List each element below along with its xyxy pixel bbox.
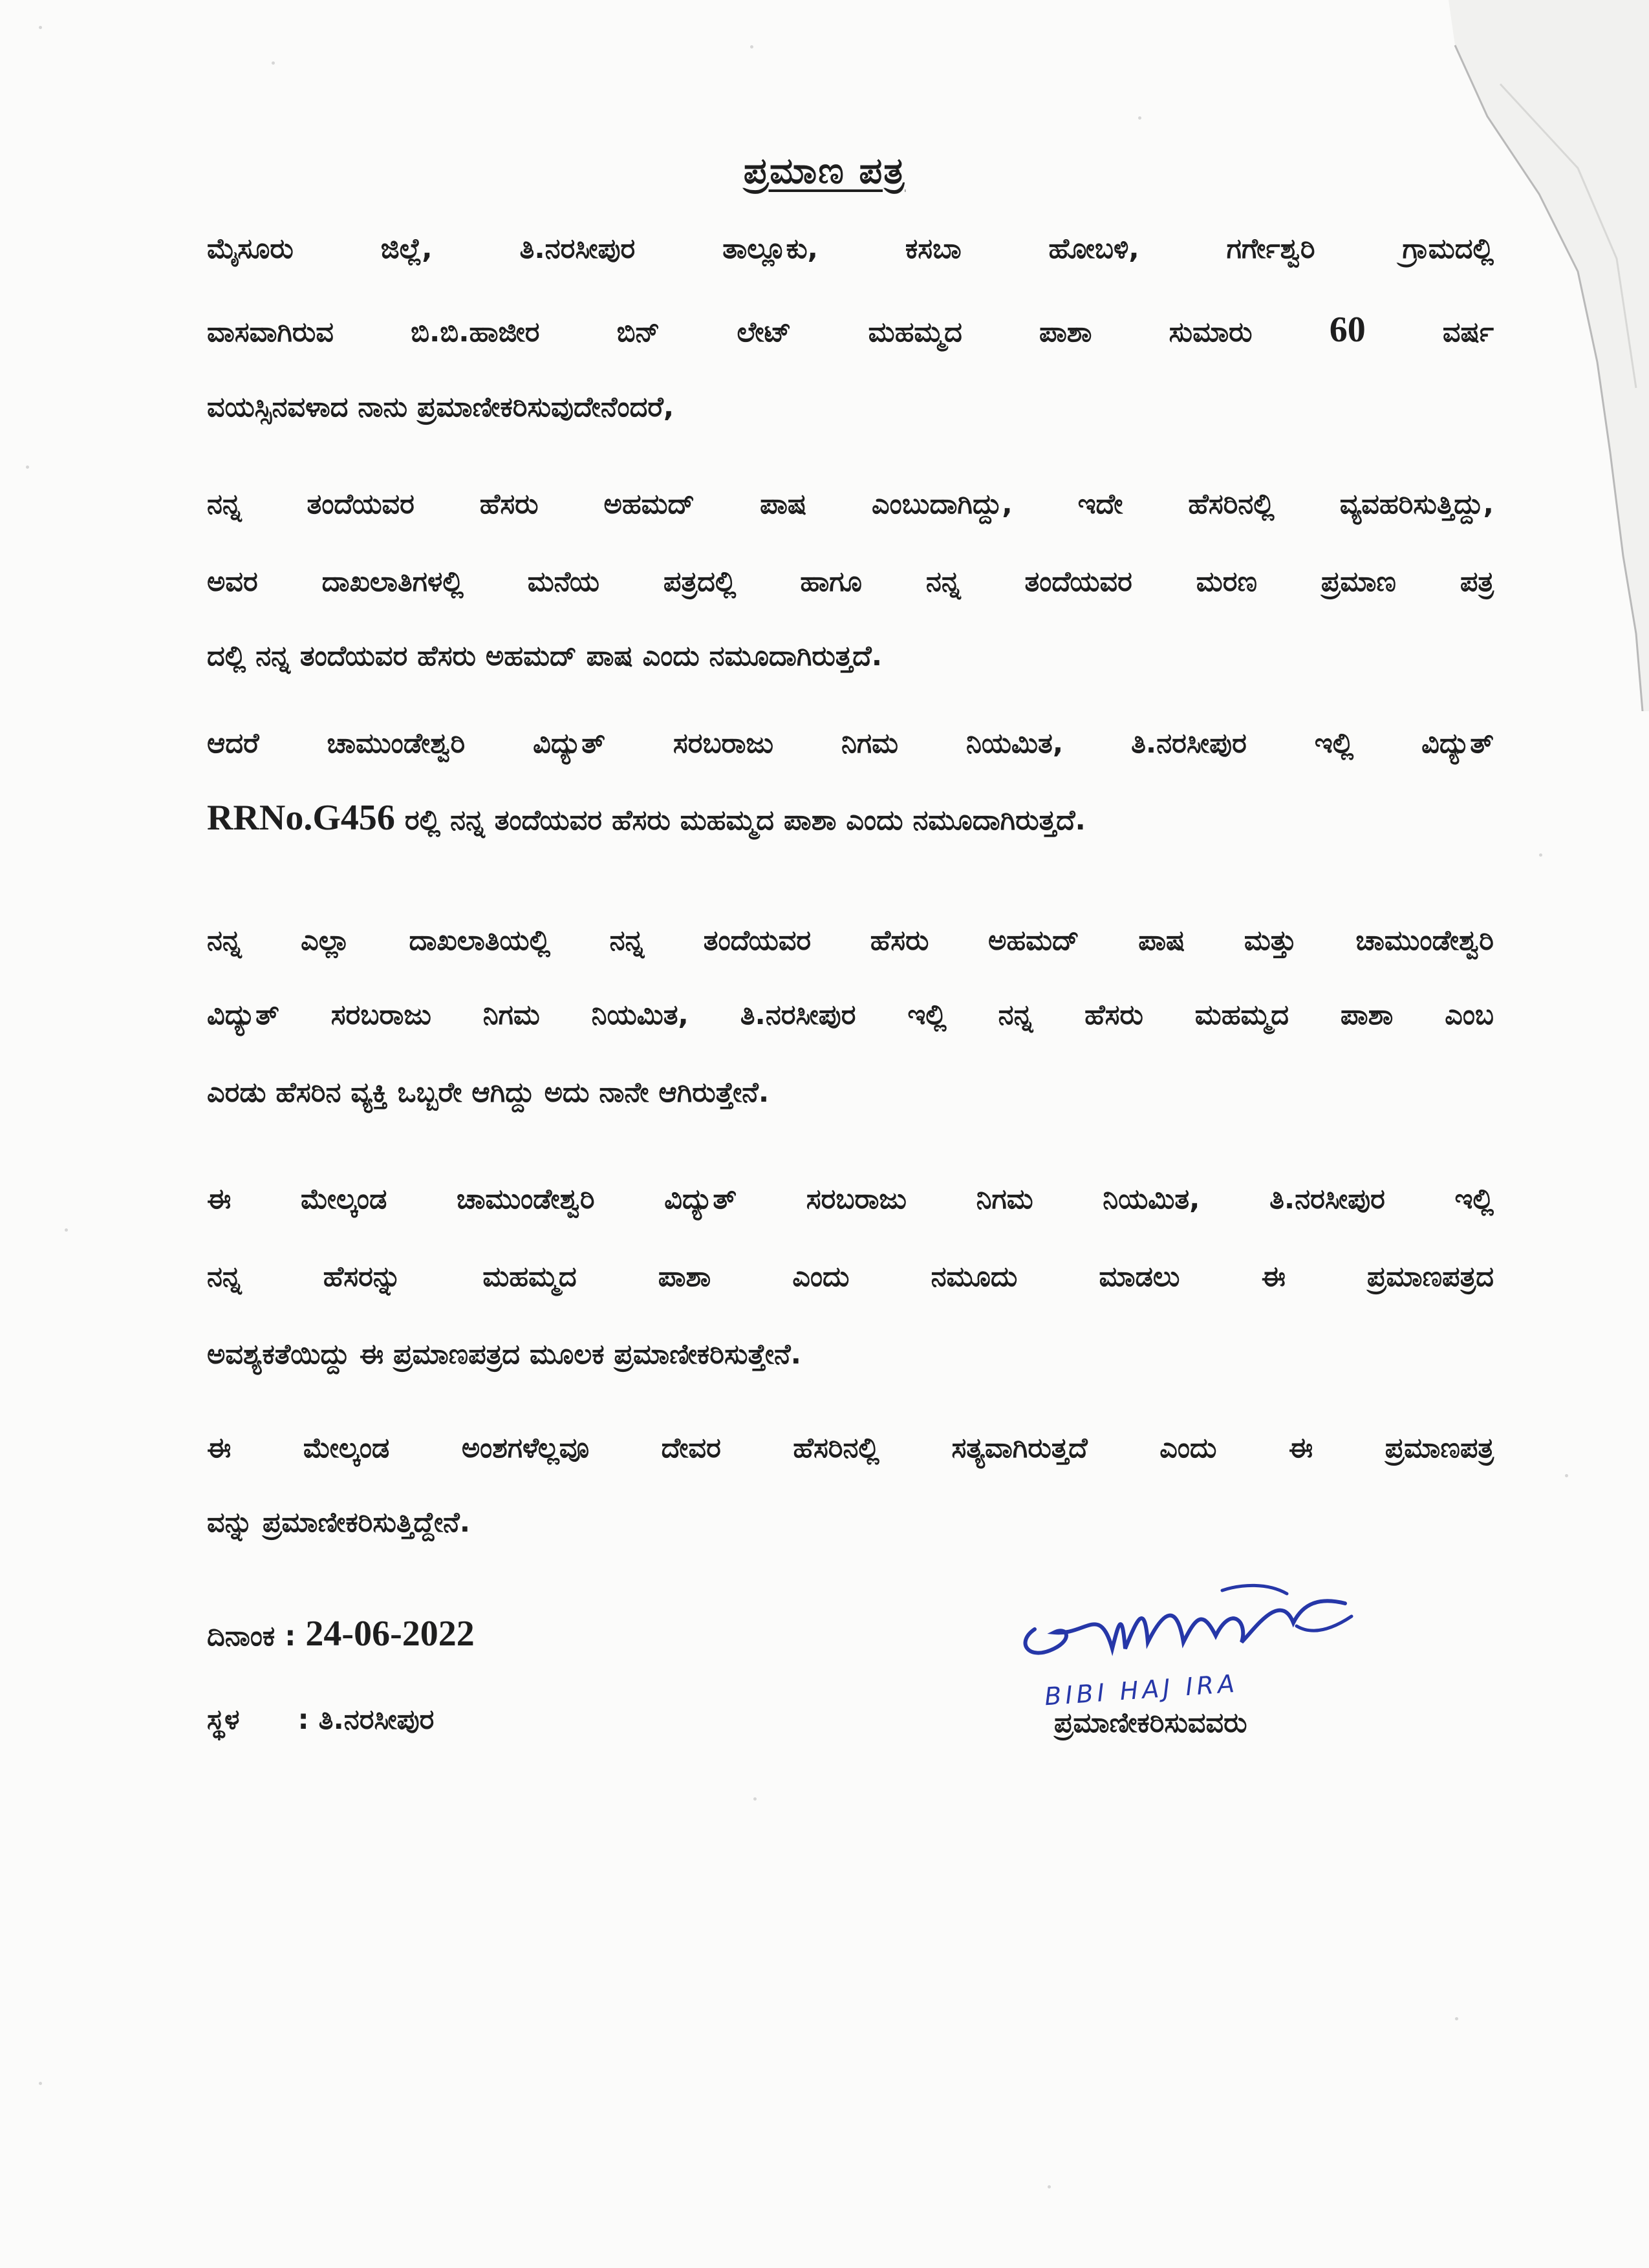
body-line: ಮೈಸೂರು ಜಿಲ್ಲೆ, ತಿ.ನರಸೀಪುರ ತಾಲ್ಲೂಕು, ಕಸಬಾ ಹೋಬಳಿ, ಗರ್ಗೇಶ್ವರಿ ಗ್ರಾಮದಲ್ಲಿ (207, 233, 1494, 265)
body-line: ಅವರ ದಾಖಲಾತಿಗಳಲ್ಲಿ ಮನೆಯ ಪತ್ರದಲ್ಲಿ ಹಾಗೂ ನನ್ನ ತಂದೆಯವರ ಮರಣ ಪ್ರಮಾಣ ಪತ್ರ (207, 566, 1494, 598)
date-value: 24-06-2022 (305, 1614, 475, 1654)
scan-speck (753, 1797, 757, 1801)
scan-speck (1565, 1474, 1568, 1477)
body-text: ರಲ್ಲಿ ನನ್ನ ತಂದೆಯವರ ಹೆಸರು ಮಹಮ್ಮದ ಪಾಶಾ ಎಂದು ನಮೂದಾಗಿರುತ್ತದೆ. (404, 804, 1086, 837)
date-row (207, 1613, 475, 1654)
body-line: ದಲ್ಲಿ ನನ್ನ ತಂದೆಯವರ ಹೆಸರು ಅಹಮದ್ ಪಾಷ ಎಂದು ನಮೂದಾಗಿರುತ್ತದೆ. (207, 640, 883, 672)
signature-name: BIBI HAJ IRA (1043, 1669, 1240, 1711)
place-label: ಸ್ಥಳ (207, 1704, 240, 1736)
rr-number: RRNo.G456 (207, 798, 395, 838)
title-text: ಪ್ರಮಾಣ ಪತ್ರ (743, 150, 906, 192)
body-line (207, 297, 1494, 362)
place-value: : ತಿ.ನರಸೀಪುರ (297, 1704, 435, 1736)
scan-speck (1455, 2017, 1458, 2020)
signatory-label: ಪ್ರಮಾಣೀಕರಿಸುವವರು (1054, 1707, 1247, 1739)
body-line: ನನ್ನ ಎಲ್ಲಾ ದಾಖಲಾತಿಯಲ್ಲಿ ನನ್ನ ತಂದೆಯವರ ಹೆಸರು ಅಹಮದ್ ಪಾಷ ಮತ್ತು ಚಾಮುಂಡೇಶ್ವರಿ (207, 925, 1494, 957)
age-word: ವರ್ಷ (1442, 316, 1494, 348)
body-line: ಎರಡು ಹೆಸರಿನ ವ್ಯಕ್ತಿ ಒಬ್ಬರೇ ಆಗಿದ್ದು ಅದು ನಾನೇ ಆಗಿರುತ್ತೇನೆ. (207, 1076, 770, 1109)
body-line: ಆದರೆ ಚಾಮುಂಡೇಶ್ವರಿ ವಿದ್ಯುತ್ ಸರಬರಾಜು ನಿಗಮ ನಿಯಮಿತ, ತಿ.ನರಸೀಪುರ ಇಲ್ಲಿ ವಿದ್ಯುತ್ (207, 727, 1494, 760)
body-line (207, 786, 1494, 850)
body-text: ವಾಸವಾಗಿರುವ ಬಿ.ಬಿ.ಹಾಜೀರ ಬಿನ್ ಲೇಟ್ ಮಹಮ್ಮದ ಪಾಶಾ ಸುಮಾರು (207, 316, 1253, 348)
body-line: ವಿದ್ಯುತ್ ಸರಬರಾಜು ನಿಗಮ ನಿಯಮಿತ, ತಿ.ನರಸೀಪುರ ಇಲ್ಲಿ ನನ್ನ ಹೆಸರು ಮಹಮ್ಮದ ಪಾಶಾ ಎಂಬ (207, 999, 1494, 1031)
scan-speck (26, 465, 29, 469)
scan-speck (750, 45, 753, 48)
place-row (207, 1704, 434, 1736)
scan-speck (65, 1228, 68, 1232)
document-title (0, 150, 1649, 193)
body-line: ವನ್ನು ಪ್ರಮಾಣೀಕರಿಸುತ್ತಿದ್ದೇನೆ. (207, 1506, 471, 1539)
body-line: ಈ ಮೇಲ್ಕಂಡ ಚಾಮುಂಡೇಶ್ವರಿ ವಿದ್ಯುತ್ ಸರಬರಾಜು ನಿಗಮ ನಿಯಮಿತ, ತಿ.ನರಸೀಪುರ ಇಲ್ಲಿ (207, 1183, 1494, 1215)
scan-speck (1138, 116, 1141, 120)
scan-speck (1048, 2185, 1051, 2188)
age-value: 60 (1329, 310, 1366, 350)
scan-speck (39, 26, 42, 29)
body-line: ಈ ಮೇಲ್ಕಂಡ ಅಂಶಗಳೆಲ್ಲವೂ ದೇವರ ಹೆಸರಿನಲ್ಲಿ ಸತ್ಯವಾಗಿರುತ್ತದೆ ಎಂದು ಈ ಪ್ರಮಾಣಪತ್ರ (207, 1432, 1494, 1464)
date-label: ದಿನಾಂಕ : (207, 1620, 296, 1653)
scan-speck (39, 2082, 42, 2085)
body-line: ವಯಸ್ಸಿನವಳಾದ ನಾನು ಪ್ರಮಾಣೀಕರಿಸುವುದೇನೆಂದರೆ, (207, 391, 674, 423)
scan-speck (272, 61, 275, 65)
body-line: ನನ್ನ ತಂದೆಯವರ ಹೆಸರು ಅಹಮದ್ ಪಾಷ ಎಂಬುದಾಗಿದ್ದು, ಇದೇ ಹೆಸರಿನಲ್ಲಿ ವ್ಯವಹರಿಸುತ್ತಿದ್ದು, (207, 488, 1494, 520)
body-line: ನನ್ನ ಹೆಸರನ್ನು ಮಹಮ್ಮದ ಪಾಶಾ ಎಂದು ನಮೂದು ಮಾಡಲು ಈ ಪ್ರಮಾಣಪತ್ರದ (207, 1261, 1494, 1293)
scan-speck (1539, 853, 1542, 857)
body-line: ಅವಶ್ಯಕತೆಯಿದ್ದು ಈ ಪ್ರಮಾಣಪತ್ರದ ಮೂಲಕ ಪ್ರಮಾಣೀಕರಿಸುತ್ತೇನೆ. (207, 1338, 801, 1371)
